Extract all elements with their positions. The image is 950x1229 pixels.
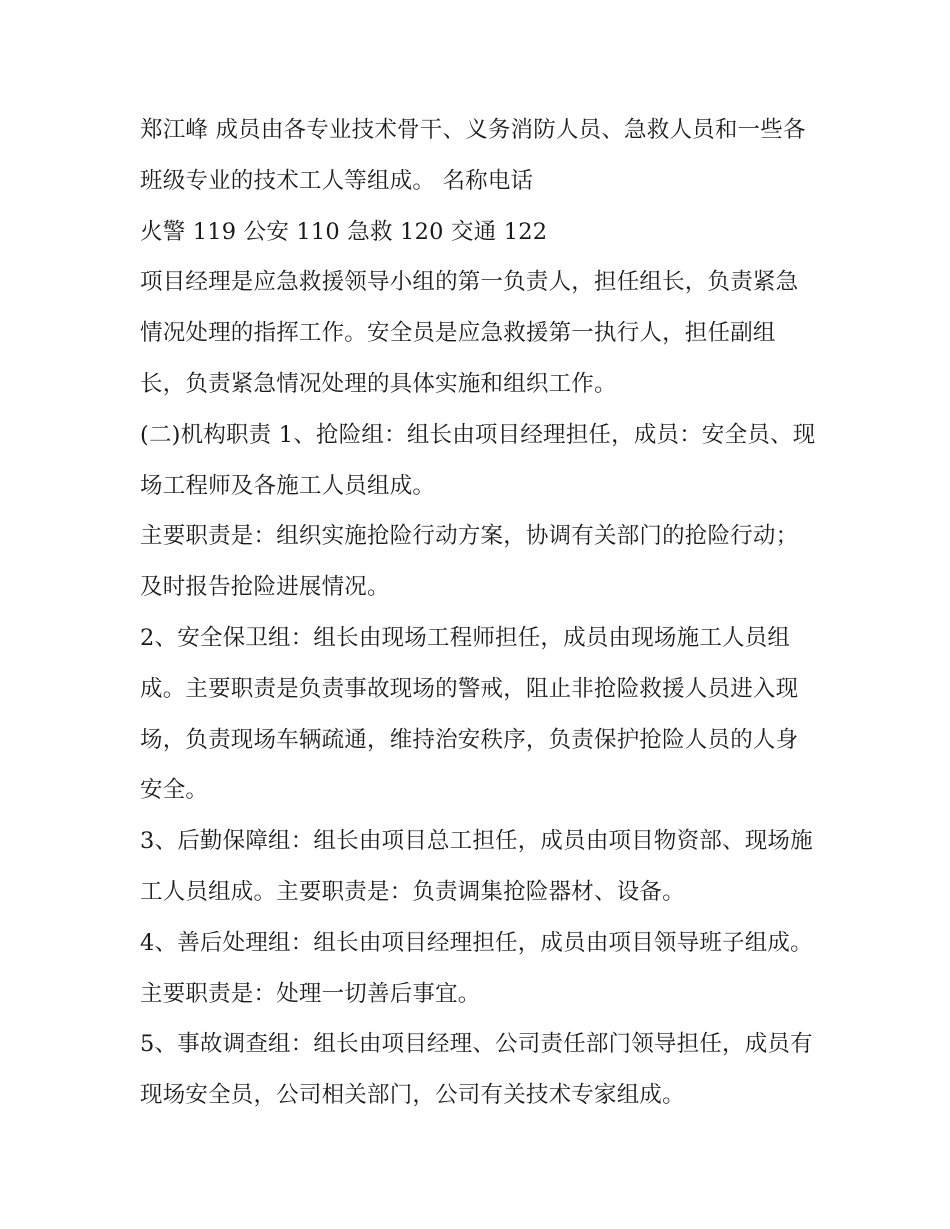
paragraph-security-group: 2、安全保卫组：组长由现场工程师担任，成员由现场施工人员组成。主要职责是负责事故现场的警戒，阻止非抢险救援人员进入现场，负责现场车辆疏通，维持治安秩序，负责保护抢险人员的人身安全。	[140, 624, 799, 804]
paragraph-logistics-group: 3、后勤保障组：组长由项目总工担任，成员由项目物资部、现场施工人员组成。主要职责是：负责调集抢险器材、设备。	[140, 828, 813, 905]
document-body	[140, 105, 820, 1121]
paragraph-investigation-group: 5、事故调查组：组长由项目经理、公司责任部门领导担任，成员有现场安全员，公司相关部门，公司有关技术专家组成。	[140, 1031, 813, 1109]
paragraph-aftermath-group: 4、善后处理组：组长由项目经理担任，成员由项目领导班子组成。主要职责是：处理一切善后事宜。	[140, 929, 813, 1007]
paragraph-members: 郑江峰 成员由各专业技术骨干、义务消防人员、急救人员和一些各班级专业的技术工人等组成。 名称电话	[140, 117, 806, 194]
paragraph-leadership: 项目经理是应急救援领导小组的第一负责人，担任组长，负责紧急情况处理的指挥工作。安全员是应急救援第一执行人，担任副组长，负责紧急情况处理的具体实施和组织工作。	[140, 269, 799, 397]
paragraph-rescue-group: (二)机构职责 1、抢险组：组长由项目经理担任，成员：安全员、现场工程师及各施工人员组成。	[140, 421, 816, 499]
paragraph-emergency-numbers: 火警 119 公安 110 急救 120 交通 122	[140, 218, 548, 245]
paragraph-rescue-duties: 主要职责是：组织实施抢险行动方案，协调有关部门的抢险行动；及时报告抢险进展情况。	[140, 523, 799, 601]
